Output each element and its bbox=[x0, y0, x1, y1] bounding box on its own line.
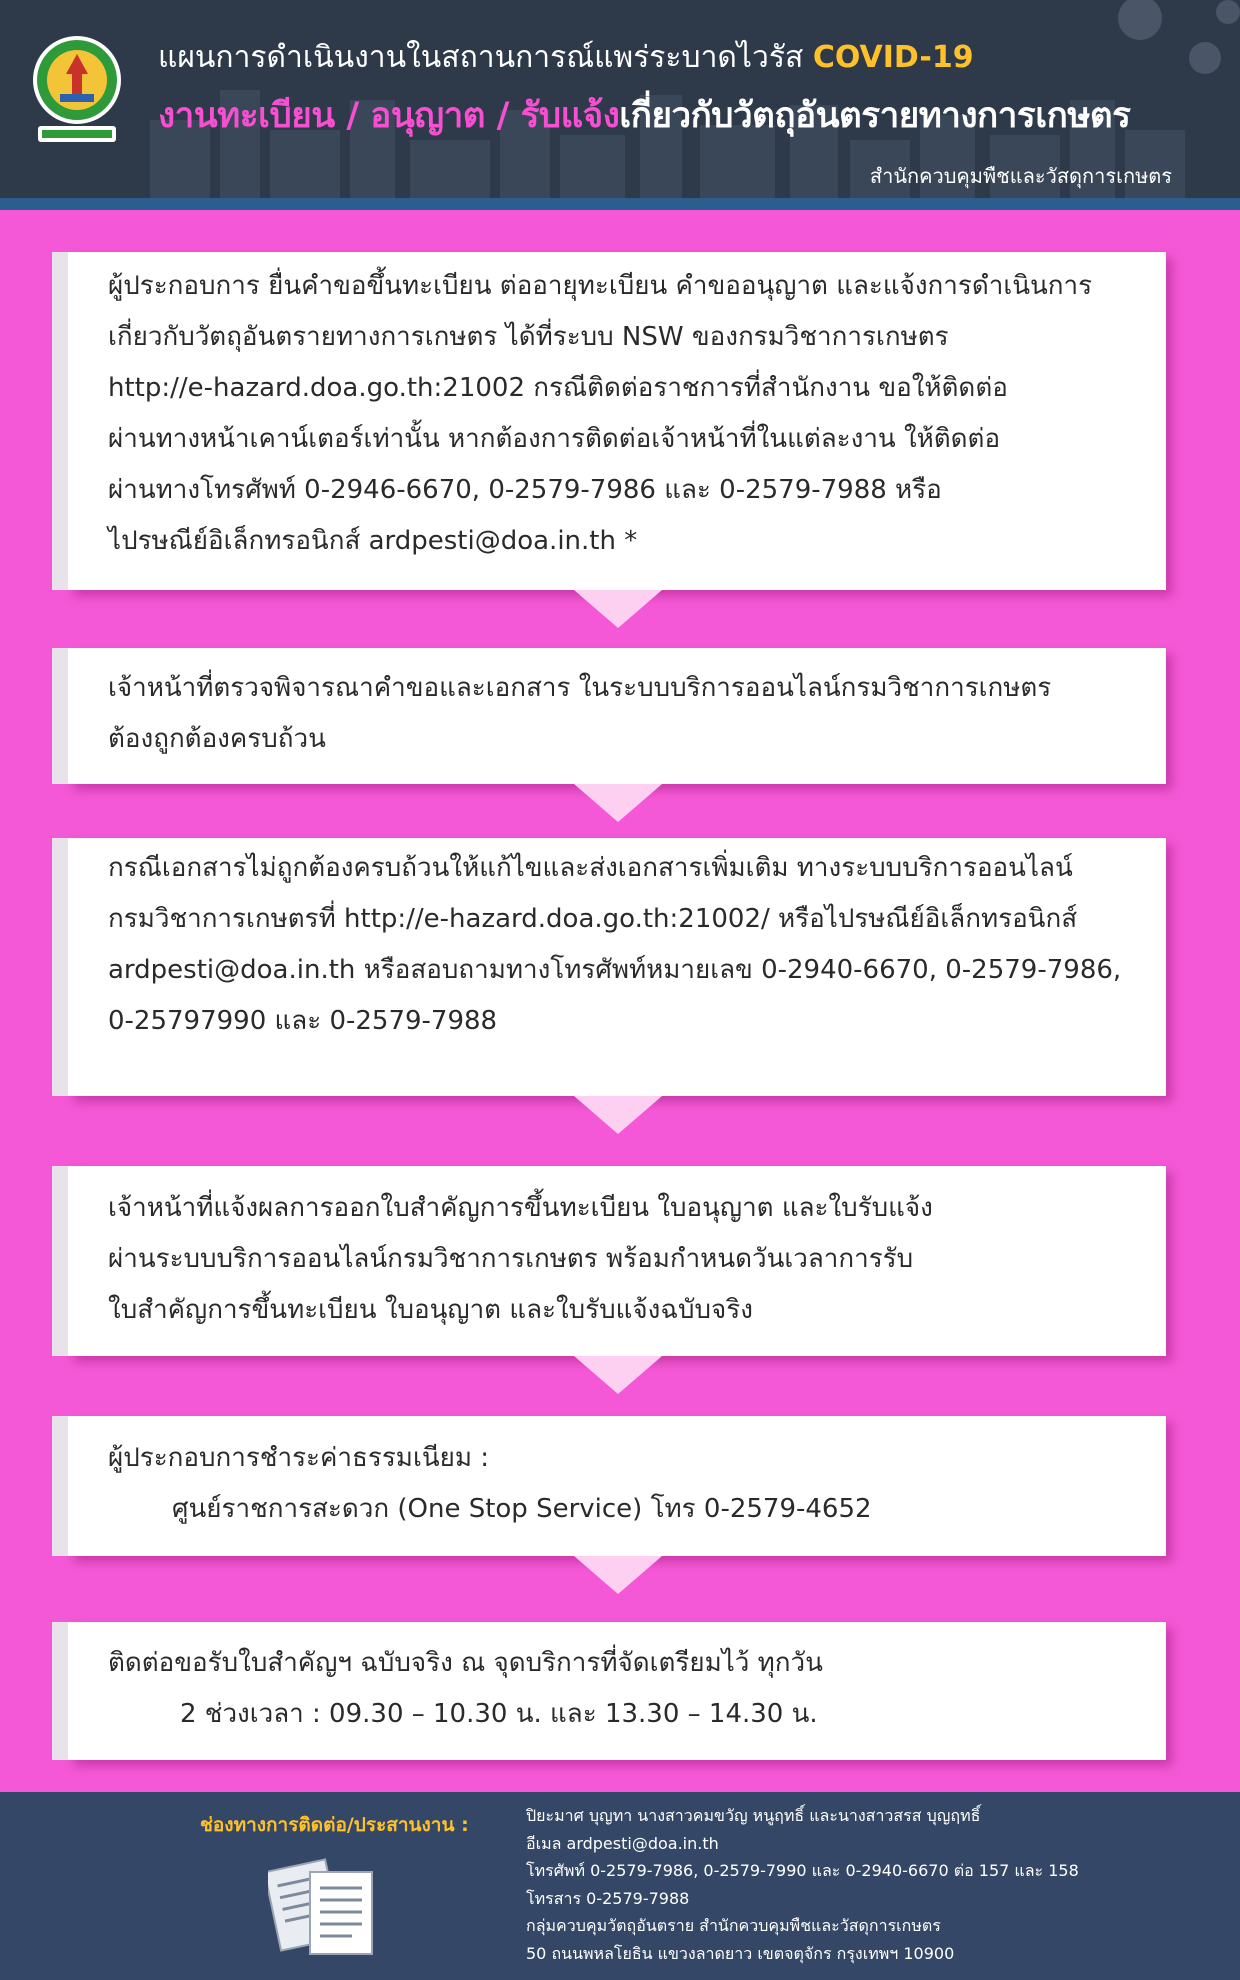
step-card-1 bbox=[68, 252, 1166, 590]
contact-names: ปิยะมาศ บุญทา นางสาวคมขวัญ หนูฤทธิ์ และนางสาวสรส บุญฤทธิ์ bbox=[526, 1806, 981, 1825]
step-card-3 bbox=[68, 838, 1166, 1096]
contact-phone: โทรศัพท์ 0-2579-7986, 0-2579-7990 และ 0-2940-6670 ต่อ 157 และ 158 bbox=[526, 1861, 1079, 1880]
contact-footer bbox=[0, 1792, 1240, 1980]
virus-decoration bbox=[1118, 0, 1240, 74]
header-divider bbox=[0, 198, 1240, 210]
header-title bbox=[158, 34, 974, 81]
step-1-line: http://e-hazard.doa.go.th:21002 กรณีติดต่อราชการที่สำนักงาน ขอให้ติดต่อ bbox=[108, 373, 1008, 403]
step-3-line: กรณีเอกสารไม่ถูกต้องครบถ้วนให้แก้ไขและส่งเอกสารเพิ่มเติม ทางระบบบริการออนไลน์ bbox=[108, 853, 1073, 883]
flow-arrow-1 bbox=[574, 590, 662, 628]
flow-arrow-4 bbox=[574, 1356, 662, 1394]
step-1-line: ไปรษณีย์อิเล็กทรอนิกส์ ardpesti@doa.in.th * bbox=[108, 526, 638, 556]
step-4-line: ผ่านระบบบริการออนไลน์กรมวิชาการเกษตร พร้อมกำหนดวันเวลาการรับ bbox=[108, 1244, 914, 1274]
step-5-line: ศูนย์ราชการสะดวก (One Stop Service) โทร 0-2579-4652 bbox=[172, 1494, 872, 1524]
step-6-line: 2 ช่วงเวลา : 09.30 – 10.30 น. และ 13.30 – 14.30 น. bbox=[180, 1699, 818, 1729]
step-card-6 bbox=[68, 1622, 1166, 1760]
step-3-line: กรมวิชาการเกษตรที่ http://e-hazard.doa.go.th:21002/ หรือไปรษณีย์อิเล็กทรอนิกส์ bbox=[108, 904, 1078, 934]
contact-label: ช่องทางการติดต่อ/ประสานงาน : bbox=[200, 1814, 469, 1836]
step-2-line: ต้องถูกต้องครบถ้วน bbox=[108, 724, 326, 754]
step-card-2 bbox=[68, 648, 1166, 784]
step-6-line: ติดต่อขอรับใบสำคัญฯ ฉบับจริง ณ จุดบริการที่จัดเตรียมไว้ ทุกวัน bbox=[108, 1648, 823, 1678]
header-main-title bbox=[158, 88, 1130, 143]
step-4-line: ใบสำคัญการขึ้นทะเบียน ใบอนุญาต และใบรับแจ้งฉบับจริง bbox=[108, 1295, 753, 1325]
step-2-line: เจ้าหน้าที่ตรวจพิจารณาคำขอและเอกสาร ในระบบบริการออนไลน์กรมวิชาการเกษตร bbox=[108, 673, 1052, 703]
step-card-5 bbox=[68, 1416, 1166, 1556]
step-1-line: ผ่านทางหน้าเคาน์เตอร์เท่านั้น หากต้องการติดต่อเจ้าหน้าที่ในแต่ละงาน ให้ติดต่อ bbox=[108, 424, 1001, 454]
step-1-line: เกี่ยวกับวัตถุอันตรายทางการเกษตร ได้ที่ระบบ NSW ของกรมวิชาการเกษตร bbox=[108, 322, 949, 352]
header-main-title-white: เกี่ยวกับวัตถุอันตรายทางการเกษตร bbox=[619, 96, 1131, 136]
step-3-line: ardpesti@doa.in.th หรือสอบถามทางโทรศัพท์หมายเลข 0-2940-6670, 0-2579-7986, bbox=[108, 955, 1122, 985]
contact-details bbox=[526, 1802, 1079, 1967]
step-4-line: เจ้าหน้าที่แจ้งผลการออกใบสำคัญการขึ้นทะเบียน ใบอนุญาต และใบรับแจ้ง bbox=[108, 1193, 933, 1223]
header-subtitle: สำนักควบคุมพืชและวัสดุการเกษตร bbox=[869, 164, 1172, 188]
contact-address: 50 ถนนพหลโยธิน แขวงลาดยาว เขตจตุจักร กรุงเทพฯ 10900 bbox=[526, 1943, 955, 1963]
flow-arrow-3 bbox=[574, 1096, 662, 1134]
contact-office: กลุ่มควบคุมวัตถุอันตราย สำนักควบคุมพืชและวัสดุการเกษตร bbox=[526, 1916, 941, 1935]
documents-icon bbox=[268, 1854, 378, 1960]
step-1-line: ผู้ประกอบการ ยื่นคำขอขึ้นทะเบียน ต่ออายุทะเบียน คำขออนุญาต และแจ้งการดำเนินการ bbox=[108, 271, 1093, 301]
header-title-text: แผนการดำเนินงานในสถานการณ์แพร่ระบาดไวรัส bbox=[158, 40, 804, 75]
header-main-title-pink: งานทะเบียน / อนุญาต / รับแจ้ง bbox=[158, 96, 620, 136]
flow-arrow-2 bbox=[574, 784, 662, 822]
page-header bbox=[0, 0, 1240, 198]
department-logo bbox=[30, 34, 124, 146]
contact-fax: โทรสาร 0-2579-7988 bbox=[526, 1888, 690, 1908]
step-3-line: 0-25797990 และ 0-2579-7988 bbox=[108, 1006, 498, 1036]
covid-highlight: COVID-19 bbox=[812, 40, 974, 75]
flow-arrow-5 bbox=[574, 1556, 662, 1594]
step-1-line: ผ่านทางโทรศัพท์ 0-2946-6670, 0-2579-7986 และ 0-2579-7988 หรือ bbox=[108, 475, 942, 505]
step-5-line: ผู้ประกอบการชำระค่าธรรมเนียม : bbox=[108, 1443, 489, 1473]
step-card-4 bbox=[68, 1166, 1166, 1356]
contact-email: อีเมล ardpesti@doa.in.th bbox=[526, 1833, 719, 1853]
